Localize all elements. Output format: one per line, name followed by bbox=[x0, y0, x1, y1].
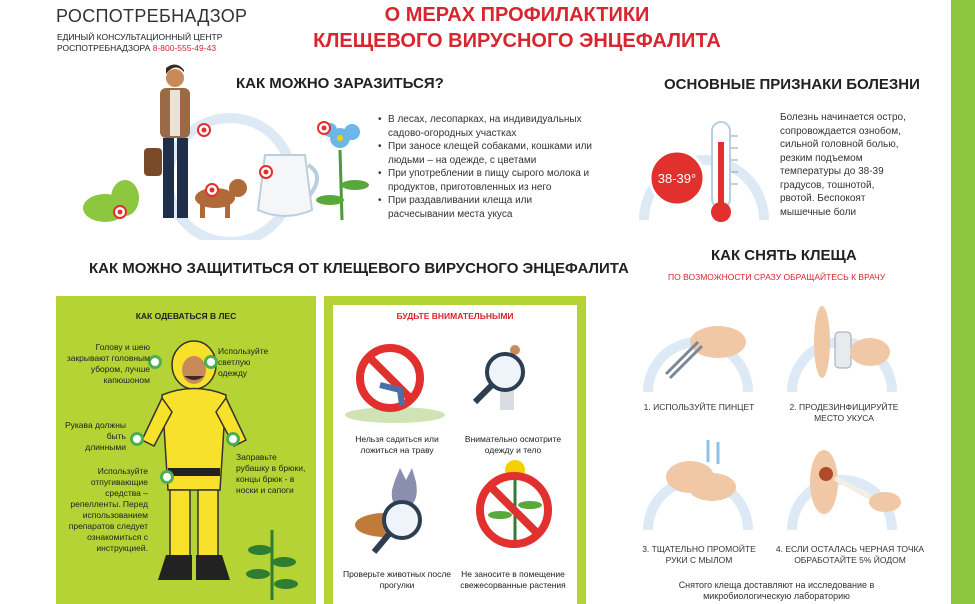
infection-heading: КАК МОЖНО ЗАРАЗИТЬСЯ? bbox=[236, 75, 444, 92]
no-sitting-on-grass-icon bbox=[345, 348, 445, 423]
head-marker-icon bbox=[148, 355, 162, 369]
dog-icon bbox=[195, 179, 247, 218]
infection-list bbox=[378, 113, 593, 221]
dress-tuck-text: Заправьте рубашку в брюки, концы брюк - в носки и сапоги bbox=[236, 452, 306, 495]
list-item: • При раздавливании клеща или расчесывании места укуса bbox=[378, 194, 593, 221]
infection-illustration bbox=[80, 60, 380, 240]
dress-sleeves-text: Рукава должны быть длинными bbox=[64, 420, 126, 452]
flower-icon bbox=[316, 123, 369, 220]
tweezers-icon bbox=[648, 326, 748, 392]
careful-inspect-text: Внимательно осмотрите одежду и тело bbox=[464, 434, 562, 455]
removal-subtitle: ПО ВОЗМОЖНОСТИ СРАЗУ ОБРАЩАЙТЕСЬ К ВРАЧУ bbox=[668, 272, 886, 282]
signs-heading: ОСНОВНЫЕ ПРИЗНАКИ БОЛЕЗНИ bbox=[664, 76, 920, 93]
temperature-label: 38-39° bbox=[657, 171, 697, 186]
careful-pets-text: Проверьте животных после прогулки bbox=[342, 569, 452, 590]
logo-phone: 8-800-555-49-43 bbox=[152, 43, 217, 53]
milk-jug-icon bbox=[258, 155, 317, 216]
man-icon bbox=[144, 64, 190, 218]
removal-heading: КАК СНЯТЬ КЛЕЩА bbox=[711, 247, 857, 264]
logo-subtitle-line2 bbox=[57, 43, 216, 53]
careful-panel-title: БУДЬТЕ ВНИМАТЕЛЬНЫМИ bbox=[396, 311, 514, 321]
dress-repellent-text: Используйте отпугивающие средства – репелленты. Перед использованием препаратов следует ознакомиться с инструкцией. bbox=[68, 466, 148, 553]
sleeves-marker-icon bbox=[130, 432, 144, 446]
check-pets-icon bbox=[355, 468, 420, 552]
signs-text: Болезнь начинается остро, сопровождается ознобом, сильной головной болью, резким подъемом температуры до 38-39 градусов, тошнотой, рвотой. Беспокоят мышечные боли bbox=[780, 112, 906, 218]
removal-step-1: 1. ИСПОЛЬЗУЙТЕ ПИНЦЕТ bbox=[643, 402, 755, 412]
right-edge-stripe bbox=[951, 0, 975, 604]
careful-plants-text: Не заносите в помещение свежесорванные растения bbox=[460, 569, 566, 590]
removal-step-4: 4. ЕСЛИ ОСТАЛАСЬ ЧЕРНАЯ ТОЧКА ОБРАБОТАЙТЕ 5% ЙОДОМ bbox=[775, 544, 925, 565]
iodine-icon bbox=[792, 450, 901, 530]
dress-panel-title: КАК ОДЕВАТЬСЯ В ЛЕС bbox=[135, 311, 237, 321]
thermometer-icon bbox=[711, 122, 738, 222]
removal-note: Снятого клеща доставляют на исследование в микробиологическую лабораторию bbox=[678, 580, 875, 601]
logo-name: РОСПОТРЕБНАДЗОР bbox=[56, 6, 248, 26]
disinfect-icon bbox=[792, 306, 892, 392]
list-item: • При употреблении в пищу сырого молока и продуктов, приготовленных из него bbox=[378, 167, 593, 194]
wash-hands-icon bbox=[648, 440, 748, 530]
logo-org: РОСПОТРЕБНАДЗОРА bbox=[57, 43, 151, 53]
plant-icon bbox=[232, 510, 312, 600]
page-title-line1: О МЕРАХ ПРОФИЛАКТИКИ bbox=[384, 4, 650, 26]
inspect-clothes-icon bbox=[475, 345, 523, 410]
bush-icon bbox=[83, 180, 139, 222]
careful-grass-text: Нельзя садиться или ложиться на траву bbox=[355, 434, 439, 455]
dress-head-text: Голову и шею закрывают головным убором, лучше капюшоном bbox=[66, 342, 150, 385]
repellent-marker-icon bbox=[160, 470, 174, 484]
careful-illustrations bbox=[340, 330, 570, 600]
protect-heading: КАК МОЖНО ЗАЩИТИТЬСЯ ОТ КЛЕЩЕВОГО ВИРУСНОГО ЭНЦЕФАЛИТА bbox=[89, 260, 629, 277]
list-item: • В лесах, лесопарках, на индивидуальных садово-огородных участках bbox=[378, 113, 593, 140]
no-fresh-plants-icon bbox=[480, 460, 548, 545]
dress-light-text: Используйте светлую одежду bbox=[218, 346, 269, 378]
page-title-line2: КЛЕЩЕВОГО ВИРУСНОГО ЭНЦЕФАЛИТА bbox=[313, 30, 721, 52]
logo-subtitle-line1: ЕДИНЫЙ КОНСУЛЬТАЦИОННЫЙ ЦЕНТР bbox=[57, 32, 223, 42]
removal-step-2: 2. ПРОДЕЗИНФИЦИРУЙТЕ МЕСТО УКУСА bbox=[789, 402, 899, 423]
thermometer-illustration bbox=[636, 112, 776, 228]
removal-step-3: 3. ТЩАТЕЛЬНО ПРОМОЙТЕ РУКИ С МЫЛОМ bbox=[642, 544, 756, 565]
light-clothes-marker-icon bbox=[204, 355, 218, 369]
tuck-marker-icon bbox=[226, 432, 240, 446]
list-item: • При заносе клещей собаками, кошками или людьми – на одежде, с цветами bbox=[378, 140, 593, 167]
